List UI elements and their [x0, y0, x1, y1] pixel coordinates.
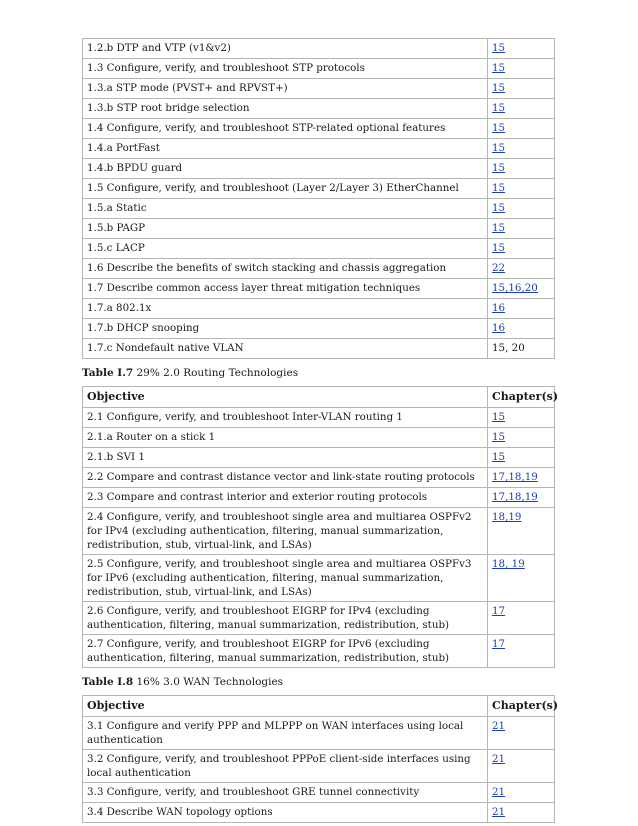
table-row	[83, 119, 555, 139]
objective-cell: 1.5.c LACP	[83, 239, 488, 259]
caption-text: 29% 2.0 Routing Technologies	[133, 367, 299, 379]
chapters-cell	[488, 239, 555, 259]
objective-cell: 2.1.a Router on a stick 1	[83, 428, 488, 448]
table-row	[83, 279, 555, 299]
chapters-cell	[488, 468, 555, 488]
chapter-link[interactable]: 15	[492, 122, 506, 134]
chapter-link[interactable]: 18, 19	[492, 558, 525, 570]
chapter-link[interactable]: 15	[492, 411, 506, 423]
chapter-link[interactable]: 16	[492, 302, 506, 314]
chapter-link[interactable]: 15	[492, 162, 506, 174]
objective-cell: 1.4.b BPDU guard	[83, 159, 488, 179]
chapters-cell	[488, 428, 555, 448]
table-header-row	[83, 387, 555, 408]
table-row	[83, 139, 555, 159]
objective-cell: 1.2.b DTP and VTP (v1&v2)	[83, 39, 488, 59]
table-row	[83, 408, 555, 428]
chapter-link[interactable]: 17	[492, 605, 506, 617]
objective-cell: 1.3 Configure, verify, and troubleshoot STP protocols	[83, 59, 488, 79]
objective-cell: 1.5 Configure, verify, and troubleshoot (Layer 2/Layer 3) EtherChannel	[83, 179, 488, 199]
chapter-link[interactable]: 15	[492, 431, 506, 443]
table-row	[83, 508, 555, 555]
objective-cell: 2.3 Compare and contrast interior and exterior routing protocols	[83, 488, 488, 508]
chapters-cell	[488, 179, 555, 199]
objective-cell: 2.7 Configure, verify, and troubleshoot EIGRP for IPv6 (excluding authentication, filtering, manual summarization, redistribution, stub)	[83, 635, 488, 668]
table-row	[83, 750, 555, 783]
chapters-cell	[488, 299, 555, 319]
objective-cell: 1.7.b DHCP snooping	[83, 319, 488, 339]
table-row	[83, 259, 555, 279]
caption-text: 16% 3.0 WAN Technologies	[133, 676, 284, 688]
table-row	[83, 179, 555, 199]
objective-cell: 1.4.a PortFast	[83, 139, 488, 159]
chapter-link[interactable]: 17,18,19	[492, 471, 538, 483]
chapters-cell	[488, 39, 555, 59]
chapter-link[interactable]: 15,16,20	[492, 282, 538, 294]
chapters-cell	[488, 448, 555, 468]
chapters-cell	[488, 635, 555, 668]
objective-cell: 1.3.a STP mode (PVST+ and RPVST+)	[83, 79, 488, 99]
objective-cell: 2.1.b SVI 1	[83, 448, 488, 468]
chapter-link[interactable]: 15	[492, 42, 506, 54]
table-row	[83, 339, 555, 359]
table-row	[83, 468, 555, 488]
objective-cell: 2.2 Compare and contrast distance vector and link-state routing protocols	[83, 468, 488, 488]
chapters-cell	[488, 139, 555, 159]
objective-cell: 1.7.c Nondefault native VLAN	[83, 339, 488, 359]
table-row	[83, 239, 555, 259]
objective-cell: 1.5.b PAGP	[83, 219, 488, 239]
table-row	[83, 717, 555, 750]
table-row	[83, 602, 555, 635]
chapter-link[interactable]: 15	[492, 222, 506, 234]
chapter-link[interactable]: 17	[492, 638, 506, 650]
table-row	[83, 448, 555, 468]
document-page	[82, 38, 559, 823]
header-chapters: Chapter(s)	[488, 387, 555, 408]
table-row	[83, 39, 555, 59]
chapters-cell	[488, 783, 555, 803]
chapters-cell	[488, 279, 555, 299]
table-caption-routing	[82, 366, 554, 380]
table-caption-wan	[82, 675, 554, 689]
chapter-link[interactable]: 15	[492, 451, 506, 463]
chapters-cell	[488, 119, 555, 139]
objective-cell: 2.4 Configure, verify, and troubleshoot single area and multiarea OSPFv2 for IPv4 (excluding authentication, filtering, manual summarization, redistribution, stub, virtual-link, and LSAs)	[83, 508, 488, 555]
objective-cell: 1.4 Configure, verify, and troubleshoot STP-related optional features	[83, 119, 488, 139]
table-row	[83, 299, 555, 319]
table-row	[83, 199, 555, 219]
objective-cell: 2.1 Configure, verify, and troubleshoot Inter-VLAN routing 1	[83, 408, 488, 428]
chapter-link[interactable]: 21	[492, 786, 506, 798]
objective-cell: 2.6 Configure, verify, and troubleshoot EIGRP for IPv4 (excluding authentication, filtering, manual summarization, redistribution, stub)	[83, 602, 488, 635]
chapters-cell	[488, 319, 555, 339]
chapters-cell	[488, 508, 555, 555]
chapters-cell	[488, 199, 555, 219]
table-row	[83, 635, 555, 668]
objectives-table-switching	[82, 38, 555, 359]
objective-cell: 1.7 Describe common access layer threat mitigation techniques	[83, 279, 488, 299]
chapter-link[interactable]: 15	[492, 142, 506, 154]
header-objective: Objective	[83, 696, 488, 717]
chapter-link[interactable]: 18,19	[492, 511, 522, 523]
chapter-link[interactable]: 16	[492, 322, 506, 334]
chapters-cell	[488, 803, 555, 823]
table-row	[83, 783, 555, 803]
objective-cell: 1.5.a Static	[83, 199, 488, 219]
chapters-cell	[488, 602, 555, 635]
table-row	[83, 99, 555, 119]
table-row	[83, 79, 555, 99]
chapter-link[interactable]: 17,18,19	[492, 491, 538, 503]
objective-cell: 1.6 Describe the benefits of switch stacking and chassis aggregation	[83, 259, 488, 279]
objective-cell: 1.3.b STP root bridge selection	[83, 99, 488, 119]
table-row	[83, 159, 555, 179]
chapters-cell	[488, 79, 555, 99]
table-row	[83, 59, 555, 79]
objective-cell: 1.7.a 802.1x	[83, 299, 488, 319]
chapters-cell	[488, 488, 555, 508]
chapter-link[interactable]: 15	[492, 82, 506, 94]
objectives-table-routing	[82, 386, 559, 668]
chapter-link[interactable]: 15	[492, 202, 506, 214]
table-header-row	[83, 696, 555, 717]
chapter-link[interactable]: 15	[492, 182, 506, 194]
chapters-cell	[488, 750, 555, 783]
chapters-cell	[488, 59, 555, 79]
chapter-link[interactable]: 21	[492, 753, 506, 765]
chapter-link[interactable]: 15	[492, 102, 506, 114]
caption-label: Table I.8	[82, 676, 134, 688]
chapters-cell	[488, 717, 555, 750]
chapters-cell	[488, 339, 555, 359]
chapter-link[interactable]: 15	[492, 62, 506, 74]
table-row	[83, 428, 555, 448]
header-chapters: Chapter(s)	[488, 696, 555, 717]
objective-cell: 3.1 Configure and verify PPP and MLPPP on WAN interfaces using local authentication	[83, 717, 488, 750]
chapter-link[interactable]: 15	[492, 242, 506, 254]
chapters-cell	[488, 555, 555, 602]
chapters-cell	[488, 259, 555, 279]
chapter-link[interactable]: 22	[492, 262, 506, 274]
table-row	[83, 803, 555, 823]
objective-cell: 3.3 Configure, verify, and troubleshoot GRE tunnel connectivity	[83, 783, 488, 803]
objective-cell: 3.2 Configure, verify, and troubleshoot PPPoE client-side interfaces using local authentication	[83, 750, 488, 783]
table-row	[83, 488, 555, 508]
header-objective: Objective	[83, 387, 488, 408]
chapters-cell	[488, 408, 555, 428]
objectives-table-wan	[82, 695, 559, 823]
objective-cell: 3.4 Describe WAN topology options	[83, 803, 488, 823]
chapter-link[interactable]: 21	[492, 720, 506, 732]
table-row	[83, 219, 555, 239]
chapters-cell	[488, 159, 555, 179]
caption-label: Table I.7	[82, 367, 134, 379]
chapters-cell	[488, 99, 555, 119]
chapters-cell	[488, 219, 555, 239]
table-row	[83, 555, 555, 602]
objective-cell: 2.5 Configure, verify, and troubleshoot single area and multiarea OSPFv3 for IPv6 (excluding authentication, filtering, manual summarization, redistribution, stub, virtual-link, and LSAs)	[83, 555, 488, 602]
table-row	[83, 319, 555, 339]
chapter-text: 15, 20	[492, 342, 525, 354]
chapter-link[interactable]: 21	[492, 806, 506, 818]
